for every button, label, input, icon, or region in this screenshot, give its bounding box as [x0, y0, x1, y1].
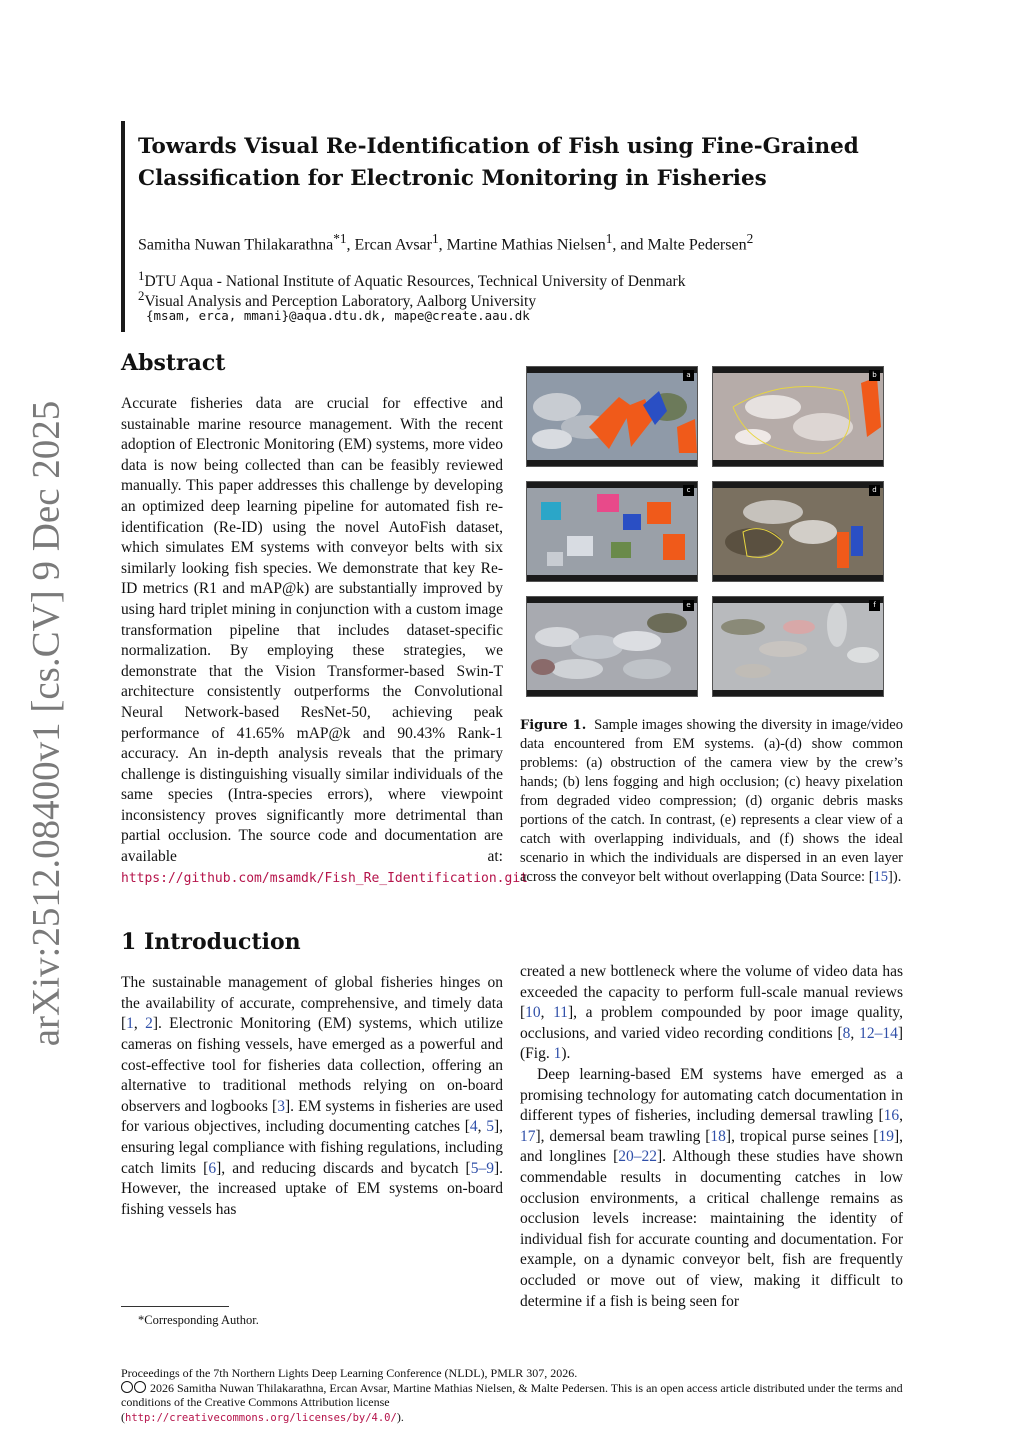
panel-label: b — [869, 370, 880, 381]
figure-panel-b — [712, 366, 884, 467]
citation[interactable]: 16 — [883, 1107, 900, 1125]
citation[interactable]: 5–9 — [470, 1159, 494, 1177]
abstract-heading: Abstract — [121, 350, 226, 376]
panel-label: f — [869, 600, 880, 611]
panel-label: a — [683, 370, 694, 381]
citation[interactable]: 8 — [842, 1024, 851, 1042]
intro-paragraph-1: The sustainable management of global fisheries hinges on the availability of accurate, comprehensive, and timely data [1, 2]. Electronic Monitoring (EM) systems, which utilize cameras on fishing vessels, have emerged as a powerful and cost-effective tool for fisheries data collection, offering an alternative to traditional methods relying on on-board observers and logbooks [3]. EM systems in fisheries are used for various objectives, including documenting catches [4, 5], ensuring legal compliance with fishing regulations, including catch limits [6], and reducing discards and bycatch [5–9]. However, the increased uptake of EM systems on-board fishing vessels has — [121, 974, 504, 1218]
citation[interactable]: 4 — [469, 1118, 478, 1136]
intro-paragraph-2: Deep learning-based EM systems have emerged as a promising technology for automating catch documentation in different types of fisheries, including demersal trawling [16, 17], demersal beam trawling [18], tropical purse seines [19], and longlines [20–22]. Although these studies have shown commendable results in documenting catches in low occlusion environments, a critical challenge remains as occlusion levels increase: maintaining the identity of individual fish for accurate counting and documentation. For example, on a dynamic conveyor belt, fish are frequently occluded or move out of view, making it difficult to determine if a fish is being seen for — [520, 1065, 903, 1310]
intro-paragraph-1-cont: created a new bottleneck where the volume of video data has exceeded the capacity to perform full-scale manual reviews [10, 11], a problem compounded by poor image quality, occlusions, and varied video recording conditions [8, 12–14] (Fig. 1). — [520, 963, 904, 1063]
citation[interactable]: 1 — [126, 1015, 134, 1033]
page-footer — [121, 1366, 905, 1425]
license-url-line: (http://creativecommons.org/licenses/by/4.0/). — [121, 1409, 404, 1424]
citation[interactable]: 15 — [873, 869, 889, 885]
figure-caption: Figure 1. Sample images showing the diversity in image/video data encountered from EM systems. (a)-(d) show common problems: (a) obstruction of the camera view by the crew’s hands; (b) lens fogging and high occlusion; (c) heavy pixelation from degraded video compression; (d) organic debris masks portions of the catch. In contrast, (e) represents a clear view of a catch with overlapping individuals, and (f) shows the ideal scenario in which the individuals are dispersed in an even layer across the conveyor belt without overlapping (Data Source: [15]). — [520, 717, 903, 885]
introduction-heading: 1 Introduction — [121, 929, 301, 956]
citation[interactable]: 10 — [525, 1004, 541, 1022]
citation[interactable]: 19 — [878, 1127, 894, 1145]
cc-icon — [121, 1381, 133, 1393]
citation[interactable]: 20–22 — [618, 1148, 657, 1166]
figure-1 — [526, 366, 898, 694]
citation[interactable]: 11 — [553, 1004, 569, 1022]
footnote: *Corresponding Author. — [138, 1313, 259, 1327]
license-line: 2026 Samitha Nuwan Thilakarathna, Ercan Avsar, Martine Mathias Nielsen, & Malte Pedersen. This is an open access article distributed under the terms and conditions of the Creative Commons Attribution license — [121, 1380, 903, 1409]
citation[interactable]: 17 — [520, 1127, 536, 1145]
license-link[interactable]: http://creativecommons.org/licenses/by/4.0/ — [125, 1411, 397, 1424]
citation[interactable]: 5 — [486, 1118, 494, 1136]
author-list: Samitha Nuwan Thilakarathna$^{*1}$, Ercan Avsar$^1$, Martine Mathias Nielsen$^1$, and Malte Pedersen$^2$ — [138, 231, 754, 254]
footnote-rule — [121, 1306, 229, 1307]
citation[interactable]: 12–14 — [859, 1024, 898, 1042]
figure-panel-f — [712, 596, 884, 697]
title-bar — [121, 121, 125, 332]
figure-panel-a — [526, 366, 698, 467]
figure-panel-c — [526, 481, 698, 582]
citation[interactable]: 6 — [208, 1159, 217, 1177]
arxiv-identifier: arXiv:2512.08400v1 [cs.CV] 9 Dec 2025 — [24, 400, 68, 1046]
panel-label: e — [683, 600, 694, 611]
by-icon — [134, 1381, 146, 1393]
affiliation-2: $^2$Visual Analysis and Perception Laboratory, Aalborg University — [138, 288, 537, 311]
code-link[interactable]: https://github.com/msamdk/Fish_Re_Identification.git — [121, 870, 528, 886]
panel-label: c — [683, 485, 694, 496]
figure-panel-e — [526, 596, 698, 697]
paper-title: Towards Visual Re-Identification of Fish using Fine-Grained Classification for Electronic Monitoring in Fisheries — [138, 134, 859, 191]
author-emails: {msam, erca, mmani}@aqua.dtu.dk, mape@create.aau.dk — [146, 308, 530, 323]
proceedings-line: Proceedings of the 7th Northern Lights Deep Learning Conference (NLDL), PMLR 307, 2026. — [121, 1366, 578, 1380]
panel-label: d — [869, 485, 880, 496]
figure-panel-d — [712, 481, 884, 582]
caption-label: Figure 1. — [520, 718, 587, 733]
abstract-body: Accurate fisheries data are crucial for effective and sustainable marine resource management. With the recent adoption of Electronic Monitoring (EM) systems, more video data is now being collected than can be feasibly reviewed manually. This paper addresses this challenge by developing an optimized deep learning pipeline for automated fish re-identification (Re-ID) using the novel AutoFish dataset, which simulates EM systems with conveyor belts with six similarly looking fish species. We demonstrate that key Re-ID metrics (R1 and mAP@k) are substantially improved by using hard triplet mining in conjunction with a custom image transformation pipeline that includes dataset-specific normalization. By employing these strategies, we demonstrate that the Vision Transformer-based Swin-T architecture consistently outperforms the Convolutional Neural Network-based ResNet-50, achieving peak performance of 41.65% mAP@k and 90.43% Rank-1 accuracy. An in-depth analysis reveals that the primary challenge is distinguishing visually similar individuals of the same species (Intra-species errors), where viewpoint inconsistency proves significantly more detrimental than partial occlusion. The source code and documentation are available at: https://github.com/msamdk/Fish_Re_Identification.git — [121, 395, 528, 886]
affiliation-1: $^1$DTU Aqua - National Institute of Aquatic Resources, Technical University of Denmark — [138, 268, 686, 291]
citation[interactable]: 2 — [145, 1015, 153, 1033]
citation[interactable]: 18 — [710, 1127, 726, 1145]
citation[interactable]: 1 — [553, 1045, 562, 1063]
citation[interactable]: 3 — [277, 1097, 285, 1115]
right-column — [520, 962, 903, 1312]
